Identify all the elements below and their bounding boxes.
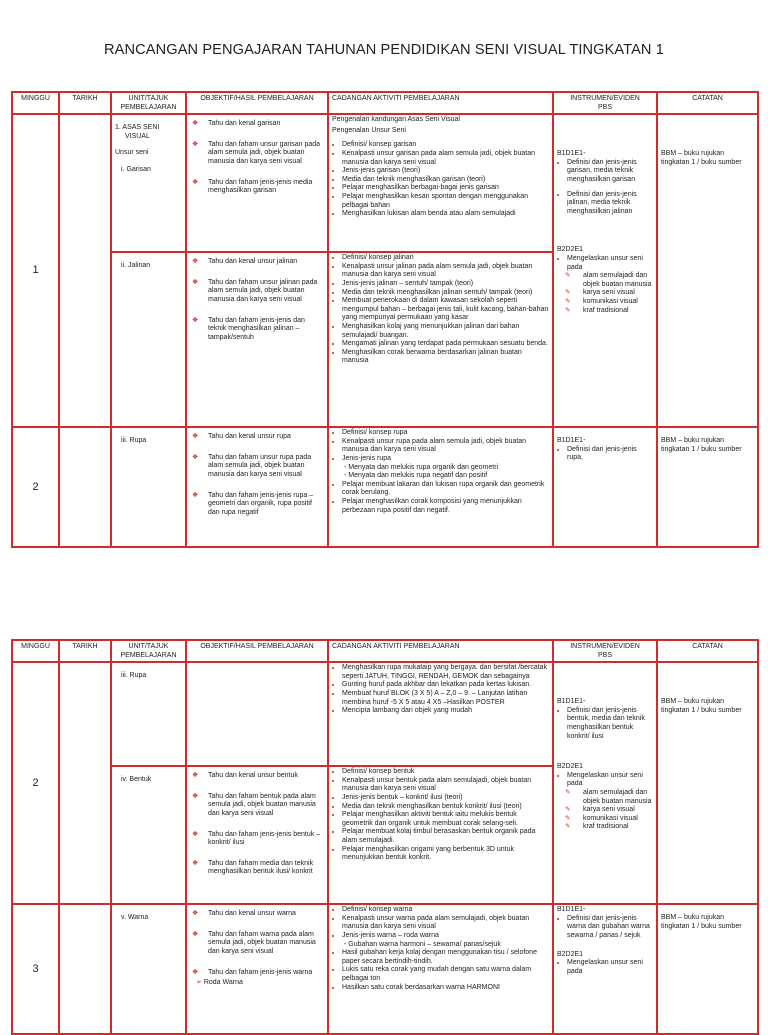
table-row [12,114,758,252]
notes-cell: BBM – buku rujukan tingkatan 1 / buku sumber [657,114,758,427]
week-cell: 1 [12,114,59,427]
header-row [12,640,758,662]
col-unit: UNIT/TAJUK PEMBELAJARAN [111,640,186,662]
date-cell [59,427,111,547]
col-catatan: CATATAN [657,92,758,114]
table-row [12,427,758,547]
col-tarikh: TARIKH [59,640,111,662]
topic-cell: v. Warna [111,904,186,1034]
date-cell [59,114,111,427]
topic-cell: 1. ASAS SENI VISUAL Unsur seni i. Garisan [111,114,186,252]
topic-cell: iii. Rupa [111,427,186,547]
instrument-cell: B1D1E1- • Definisi dan jenis-jenis warna dan gubahan warna sewarna / panas / sejuk B2D2E1 • Mengelaskan unsur seni pada [553,904,657,1034]
objective-cell: ❖ Tahu dan kenal unsur bentuk ❖ Tahu dan faham bentuk pada alam semula jadi, objek buatan manusia dan karya seni visual ❖ Tahu dan faham jenis-jenis bentuk – konkrit/ ilusi ❖ Tahu dan faham media dan teknik menghasilkan bentuk ilusi/ konkrit [186,766,328,904]
page-title: RANCANGAN PENGAJARAN TAHUNAN PENDIDIKAN SENI VISUAL TINGKATAN 1 [104,42,664,58]
week-cell: 2 [12,662,59,904]
table-row [12,662,758,766]
objective-cell [186,662,328,766]
notes-cell: BBM – buku rujukan tingkatan 1 / buku sumber [657,904,758,1034]
activity-cell: • Definisi/ konsep warna • Kenalpasti unsur warna pada alam semulajadi, objek buatan manusia dan karya seni visual • Jenis-jenis warna – roda warna - Gubahan warna harmoni – sewarna/ panas/sejuk • Hasil gubahan kerja kolaj dengan menggunakan tisu / selofone paper secara bertindih-tindih. • Lukis satu reka corak yang mudah dengan satu warna dalam pelbagai ton • Hasilkan satu corak berdasarkan warna HARMONI [328,904,553,1034]
topic-cell: ii. Jalinan [111,252,186,427]
col-objektif: OBJEKTIF/HASIL PEMBELAJARAN [186,640,328,662]
col-minggu: MINGGU [12,640,59,662]
activity-cell: • Menghasilkan rupa mukataip yang bergaya. dan bersifat /bercatak seperti JATUH, TINGGI, RENDAH, GEMOK dan sebagainya • Gunting huruf pada akhbar dan lekatkan pada kertas lukisan. • Membuat huruf BLOK (3 X 5) A – Z,0 – 9. – Lanjutan latihan membina huruf -5 X 5 atau 4 X5 –Hasilkan POSTER • Mencipta lambang dari objek yang mudah [328,662,553,766]
table-row [12,904,758,1034]
topic-cell: iii. Rupa [111,662,186,766]
week-cell: 2 [12,427,59,547]
week-cell: 3 [12,904,59,1034]
activity-cell: • Definisi/ konsep rupa • Kenalpasti unsur rupa pada alam semula jadi, objek buatan manusia dan karya seni visual • Jenis-jenis rupa - Menyata dan melukis rupa organik dan geometri - Menyata dan melukis rupa negatif dan positif • Pelajar membuat lakaran dan lukisan rupa organik dan geometrik corak berulang. • Pelajar menghasilkan corak komposisi yang menunjukkan perbezaan rupa positif dan negatif. [328,427,553,547]
date-cell [59,662,111,904]
plan-table-2 [11,639,759,1035]
plan-table-1 [11,91,759,548]
notes-cell: BBM – buku rujukan tingkatan 1 / buku sumber [657,662,758,904]
instrument-cell: B1D1E1- • Definisi dan jenis-jenis bentuk, media dan teknik menghasilkan bentuk konkrit/ ilusi B2D2E1 • Mengelaskan unsur seni pada ✎ alam semulajadi dan objek buatan manusia ✎ karya seni visual ✎ komunikasi visual ✎ kraf tradisional [553,662,657,904]
date-cell [59,904,111,1034]
header-row [12,92,758,114]
col-objektif: OBJEKTIF/HASIL PEMBELAJARAN [186,92,328,114]
objective-cell: ❖ Tahu dan kenal garisan ❖ Tahu dan faham unsur garisan pada alam semula jadi, objek buatan manusia dan karya seni visual ❖ Tahu dan faham jenis-jenis media menghasilkan garisan [186,114,328,252]
instrument-cell: B1D1E1- • Definisi dan jenis-jenis garisan, media teknik menghasilkan garisan • Definisi dan jenis-jenis jalinan, media teknik menghasilkan jalinan B2D2E1 • Mengelaskan unsur seni pada ✎ alam semulajadi dan objek buatan manusia ✎ karya seni visual ✎ komunikasi visual ✎ kraf tradisional [553,114,657,427]
col-instrumen: INSTRUMEN/EVIDEN PBS [553,92,657,114]
col-instrumen: INSTRUMEN/EVIDEN PBS [553,640,657,662]
instrument-cell: B1D1E1- • Definisi dan jenis-jenis rupa, [553,427,657,547]
topic-cell: iv. Bentuk [111,766,186,904]
col-cadangan: CADANGAN AKTIVITI PEMBELAJARAN [328,92,553,114]
col-unit: UNIT/TAJUK PEMBELAJARAN [111,92,186,114]
notes-cell: BBM – buku rujukan tingkatan 1 / buku sumber [657,427,758,547]
col-cadangan: CADANGAN AKTIVITI PEMBELAJARAN [328,640,553,662]
objective-cell: ❖ Tahu dan kenal unsur jalinan ❖ Tahu dan faham unsur jalinan pada alam semula jadi, objek buatan manusia dan karya seni visual ❖ Tahu dan faham jenis-jenis dan teknik menghasilkan jalinan – tampak/sentuh [186,252,328,427]
col-tarikh: TARIKH [59,92,111,114]
activity-cell: • Definisi/ konsep jalinan • Kenalpasti unsur jalinan pada alam semula jadi, objek buatan manusia dan karya seni visual • Jenis-jenis jalinan – sentuh/ tampak (teori) • Media dan teknik menghasilkan jalinan sentuh/ tampak (teori) • Membuat penerokaan di dalam kawasan sekolah seperti mengumpul bahan – berbagai jenis tali, kulit kacang, bahan-bahan yang mempunyai permukaan yang kasar • Menghasilkan kolaj yang menunjukkan jalinan dari bahan semulajadi/ buangan. • Mengamati jalinan yang terdapat pada permukaan sesuatu benda. • Menghasilkan corak berwarna berdasarkan jalinan buatan manusia [328,252,553,427]
objective-cell: ❖ Tahu dan kenal unsur rupa ❖ Tahu dan faham unsur rupa pada alam semula jadi, objek buatan manusia dan karya seni visual ❖ Tahu dan faham jenis-jenis rupa – geometri dan organik, rupa positif dan rupa negatif [186,427,328,547]
objective-cell: ❖ Tahu dan kenal unsur warna ❖ Tahu dan faham warna pada alam semula jadi, objek buatan manusia dan karya seni visual ❖ Tahu dan faham jenis-jenis warna ➢ Roda Warna [186,904,328,1034]
col-catatan: CATATAN [657,640,758,662]
col-minggu: MINGGU [12,92,59,114]
activity-cell: • Definisi/ konsep bentuk • Kenalpasti unsur bentuk pada alam semulajadi, objek buatan manusia dan karya seni visual • Jenis-jenis bentuk – konkrit/ ilusi (teori) • Media dan teknik menghasilkan bentuk konkrit/ ilusi (teori) • Pelajar menghasilkan aktiviti bentuk iaitu melukis bentuk geometrik dan organik untuk membuat corak selang-seli. • Pelajar membuat kolaj timbul berasaskan bentuk organik pada alam semulajadi. • Pelajar menghasilkan origami yang berbentuk 3D untuk menunjukkan bentuk konkrit. [328,766,553,904]
activity-cell: Pengenalan kandungan Asas Seni Visual Pengenalan Unsur Seni • Definisi/ konsep garisan • Kenalpasti unsur garisan pada alam semula jadi, objek buatan manusia dan karya seni visual • Jenis-jenis garisan (teori) • Media dan teknik menghasilkan garisan (teori) • Pelajar menghasilkan berbagai-bagai jenis garisan • Pelajar menghasilkan kesan spontan dengan menggunakan pelbagai bahan • Menghasilkan lukisan alam benda atau alam semulajadi [328,114,553,252]
